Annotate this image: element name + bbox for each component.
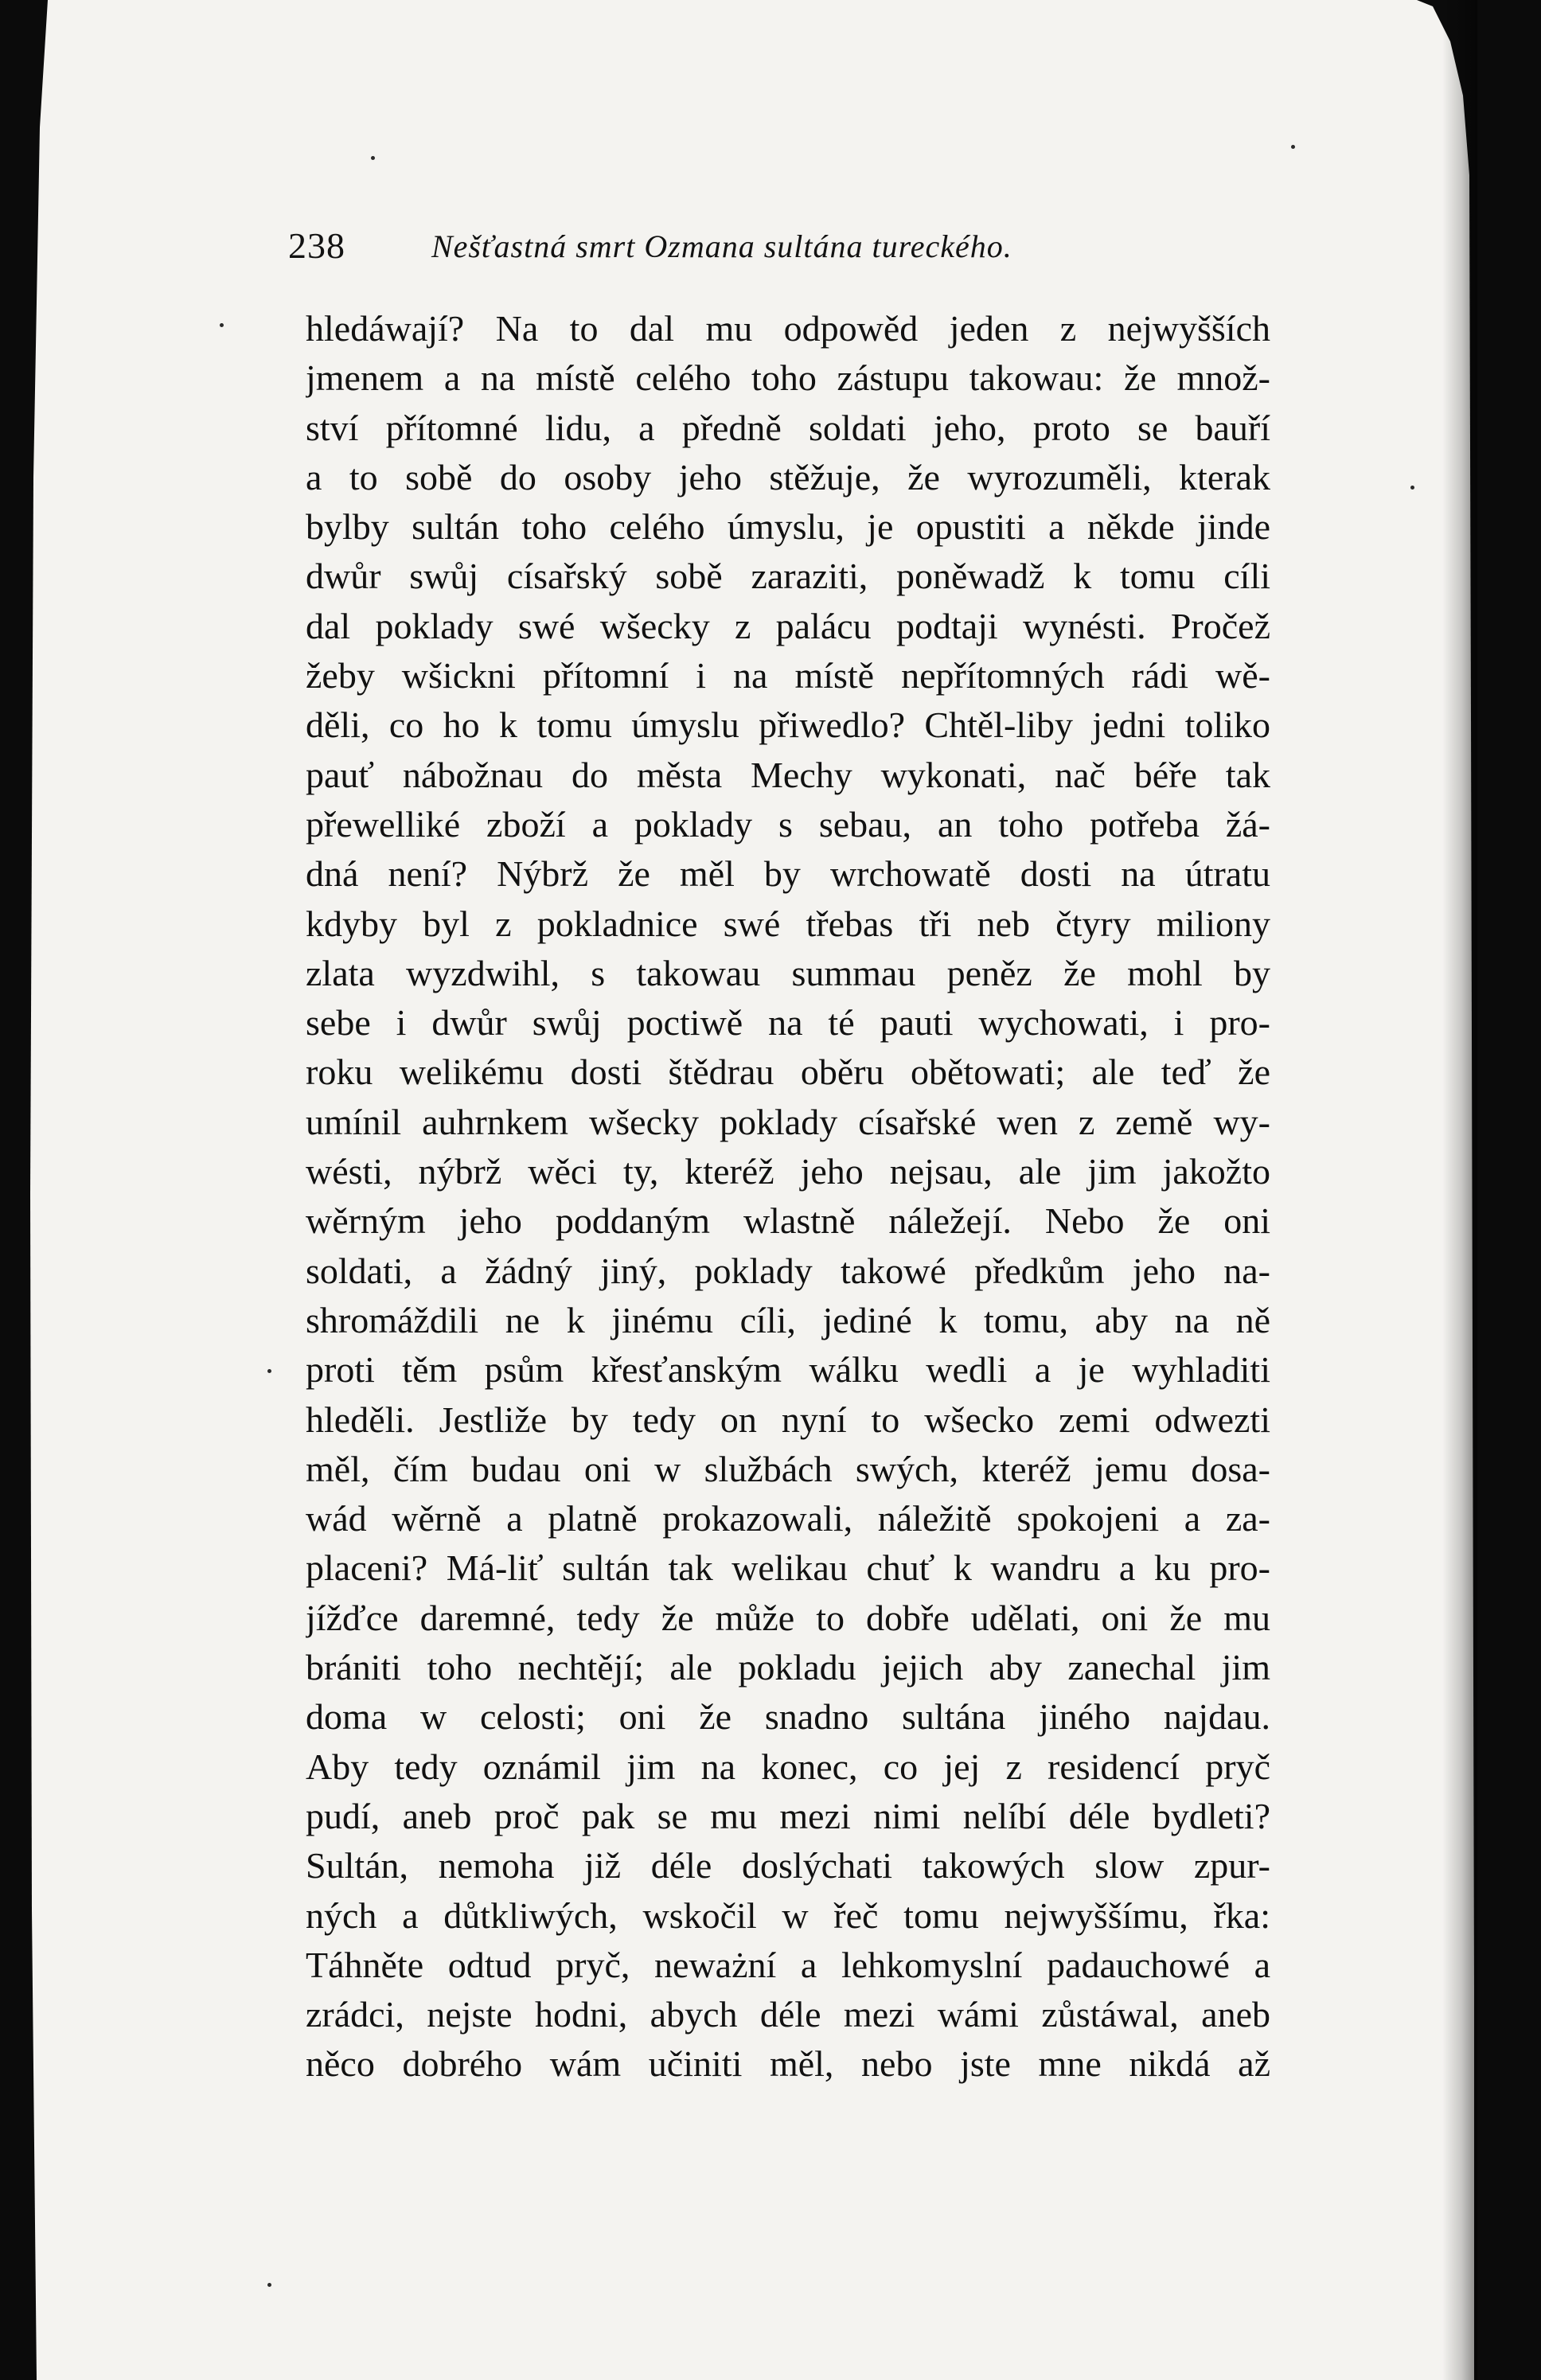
text-line: zrádci, nejste hodni, abych déle mezi wámi zůstáwal, aneb <box>306 1994 1270 2035</box>
text-line: wěrným jeho poddaným wlastně náležejí. Nebo že oni <box>306 1200 1270 1242</box>
text-line: ných a důtkliwých, wskočil w řeč tomu nejwyššímu, řka: <box>306 1894 1270 1936</box>
text-line: roku welikému dosti štědrau oběru obětowati; ale teď že <box>306 1051 1270 1093</box>
text-line: sebe i dwůr swůj poctiwě na té pauti wychowati, i pro- <box>306 1002 1270 1044</box>
text-line: wésti, nýbrž wěci ty, kteréž jeho nejsau, ale jim jakožto <box>306 1151 1270 1192</box>
text-line: pudí, aneb proč pak se mu mezi nimi nelíbí déle bydleti? <box>306 1795 1270 1836</box>
scan-speck <box>220 323 224 327</box>
text-line: proti těm psům křesťanským wálku wedli a je wyhladiti <box>306 1349 1270 1391</box>
text-line: něco dobrého wám učiniti měl, nebo jste mne nikdá až <box>306 2043 1270 2085</box>
text-line: jmenem a na místě celého toho zástupu takowau: že množ- <box>306 357 1270 399</box>
text-line: hledáwají? Na to dal mu odpowěd jeden z nejwyšších <box>306 308 1270 349</box>
text-line: jížďce daremné, tedy že může to dobře udělati, oni že mu <box>306 1597 1270 1638</box>
page-edge-shadow <box>1442 0 1477 2380</box>
body-text <box>306 304 1270 2089</box>
text-line: pauť nábožnau do města Mechy wykonati, nač béře tak <box>306 754 1270 795</box>
text-line: placeni? Má-liť sultán tak welikau chuť k wandru a ku pro- <box>306 1547 1270 1589</box>
running-header <box>288 224 1323 272</box>
text-line: žeby wšickni přítomní i na místě nepřítomných rádi wě- <box>306 655 1270 696</box>
text-line: zlata wyzdwihl, s takowau summau peněz že mohl by <box>306 952 1270 993</box>
text-line: umínil auhrnkem wšecky poklady císařské wen z země wy- <box>306 1101 1270 1142</box>
text-line: dná není? Nýbrž že měl by wrchowatě dosti na útratu <box>306 853 1270 895</box>
scan-speck <box>1410 486 1414 490</box>
text-line: přewelliké zboží a poklady s sebau, an toho potřeba žá- <box>306 803 1270 845</box>
scan-speck <box>267 1369 271 1373</box>
text-line: soldati, a žádný jiný, poklady takowé předkům jeho na- <box>306 1250 1270 1291</box>
text-line: ství přítomné lidu, a předně soldati jeho, proto se bauří <box>306 407 1270 448</box>
text-line: měl, čím budau oni w službách swých, kteréž jemu dosa- <box>306 1448 1270 1489</box>
text-line: bylby sultán toho celého úmyslu, je opustiti a někde jinde <box>306 506 1270 548</box>
scan-speck <box>1291 145 1295 149</box>
text-line: Aby tedy oznámil jim na konec, co jej z residencí pryč <box>306 1746 1270 1787</box>
text-line: dal poklady swé wšecky z palácu podtaji wynésti. Pročež <box>306 605 1270 646</box>
text-line: Táhněte odtud pryč, neważní a lehkomyslní padauchowé a <box>306 1944 1270 1985</box>
text-line: dwůr swůj císařský sobě zaraziti, poněwadž k tomu cíli <box>306 556 1270 597</box>
text-line: Sultán, nemoha již déle doslýchati takowých slow zpur- <box>306 1845 1270 1886</box>
text-line: brániti toho nechtějí; ale pokladu jejich aby zanechal jim <box>306 1647 1270 1688</box>
text-line: kdyby byl z pokladnice swé třebas tři neb čtyry miliony <box>306 903 1270 944</box>
scan-speck <box>267 2283 271 2287</box>
running-title: Nešťastná smrt Ozmana sultána tureckého. <box>431 228 1012 264</box>
text-line: doma w celosti; oni že snadno sultána jiného najdau. <box>306 1696 1270 1738</box>
page-number: 238 <box>288 225 345 266</box>
text-line: wád wěrně a platně prokazowali, náležitě spokojeni a za- <box>306 1498 1270 1539</box>
text-line: hleděli. Jestliže by tedy on nyní to wšecko zemi odwezti <box>306 1399 1270 1440</box>
text-line: děli, co ho k tomu úmyslu přiwedlo? Chtěl-liby jedni toliko <box>306 704 1270 746</box>
scan-speck <box>371 156 375 160</box>
text-line: shromáždili ne k jinému cíli, jediné k tomu, aby na ně <box>306 1299 1270 1340</box>
text-line: a to sobě do osoby jeho stěžuje, že wyrozuměli, kterak <box>306 456 1270 497</box>
